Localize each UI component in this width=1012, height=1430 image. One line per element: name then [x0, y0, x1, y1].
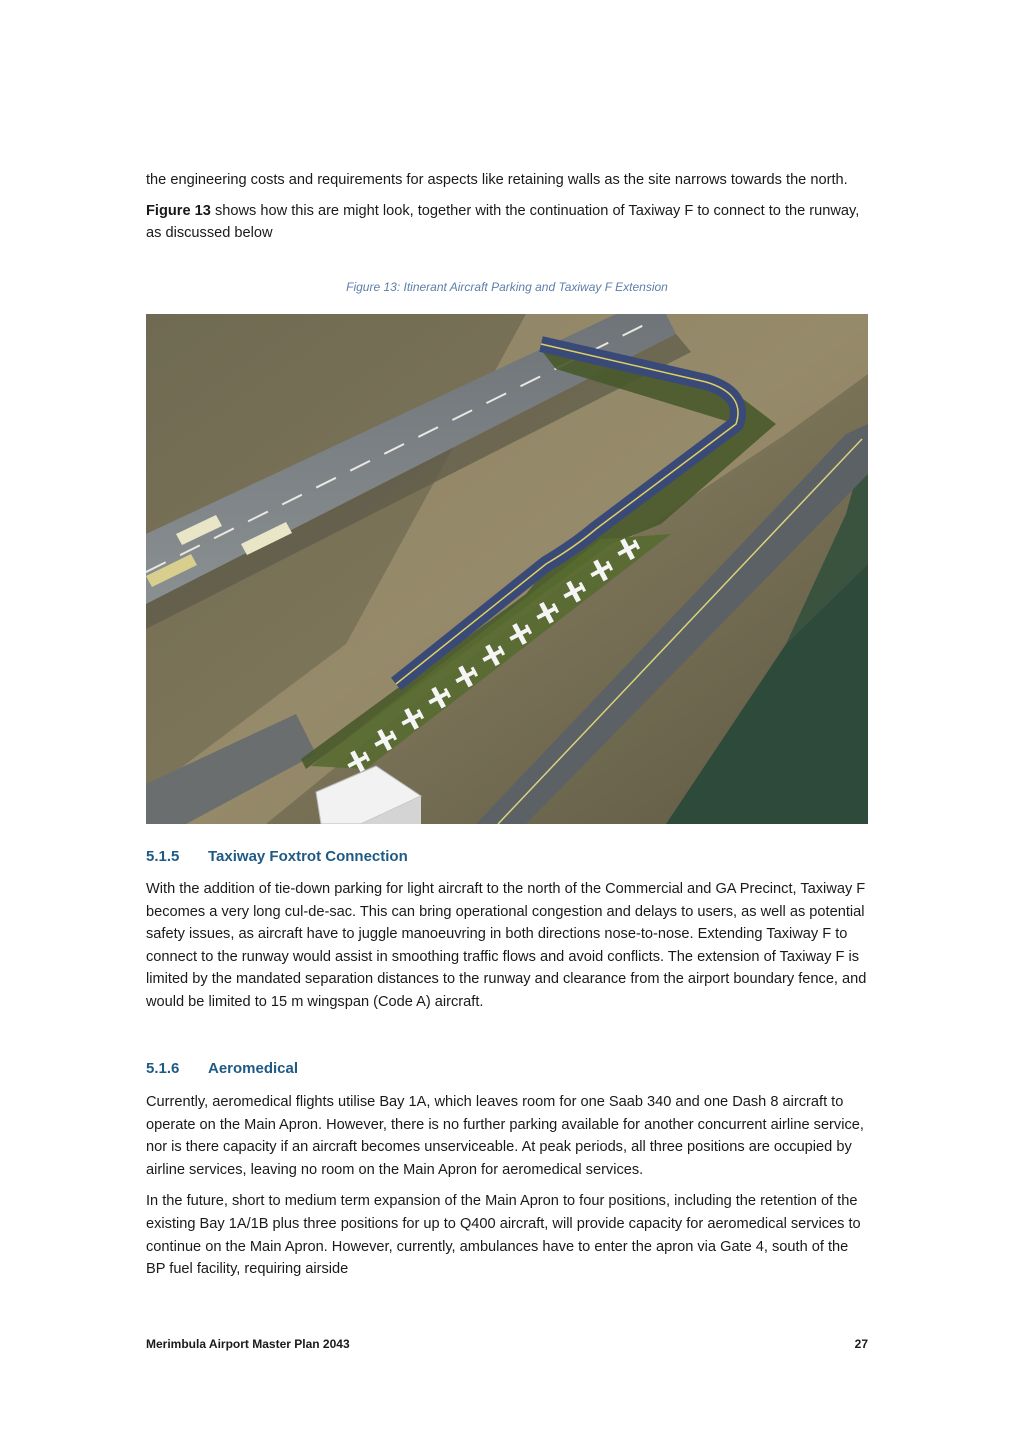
page-number: 27: [854, 1337, 868, 1351]
aerial-figure: [146, 314, 868, 824]
section-heading-5-1-6: [146, 1060, 298, 1077]
page-footer: [146, 1337, 868, 1351]
intro-paragraph-2-text: shows how this are might look, together with the continuation of Taxiway F to connect to the runway, as discussed below: [146, 202, 860, 242]
body-paragraph: With the addition of tie-down parking for light aircraft to the north of the Commercial and GA Precinct, Taxiway F becomes a very long cul-de-sac. This can bring operational congestion and delays to users, as well as potential safety issues, as aircraft have to juggle manoeuvring in both directions nose-to-nose. Extending Taxiway F to connect to the runway would assist in smoothing traffic flows and avoid conflicts. The extension of Taxiway F is limited by the mandated separation distances to the runway and clearance from the airport boundary fence, and would be limited to 15 m wingspan (Code A) aircraft.: [146, 881, 867, 1010]
figure-reference: Figure 13: [146, 202, 211, 219]
section-heading-5-1-5: [146, 848, 408, 865]
section-5-1-6-body: [146, 1091, 868, 1281]
body-paragraph: Currently, aeromedical flights utilise Bay 1A, which leaves room for one Saab 340 and one Dash 8 aircraft to operate on the Main Apron. However, there is no further parking available for another concurrent airline service, nor is there capacity if an aircraft becomes unserviceable. At peak periods, all three positions are occupied by airline services, leaving no room on the Main Apron for aeromedical services.: [146, 1094, 864, 1178]
aerial-image: [146, 314, 868, 824]
intro-paragraph-2: [146, 200, 868, 245]
section-title: Aeromedical: [208, 1060, 299, 1077]
section-title: Taxiway Foxtrot Connection: [208, 848, 408, 865]
figure-caption: Figure 13: Itinerant Aircraft Parking and Taxiway F Extension: [346, 280, 668, 294]
body-paragraph: In the future, short to medium term expansion of the Main Apron to four positions, including the retention of the existing Bay 1A/1B plus three positions for up to Q400 aircraft, will provide capacity for aeromedical services to continue on the Main Apron. However, currently, ambulances have to enter the apron via Gate 4, south of the BP fuel facility, requiring airside: [146, 1193, 861, 1278]
footer-title: Merimbula Airport Master Plan 2043: [146, 1337, 350, 1351]
intro-text: [146, 169, 868, 245]
section-number: 5.1.6: [146, 1060, 180, 1077]
intro-paragraph-1: the engineering costs and requirements for aspects like retaining walls as the site narrows towards the north.: [146, 172, 848, 188]
section-5-1-5-body: [146, 878, 868, 1014]
section-number: 5.1.5: [146, 848, 180, 865]
